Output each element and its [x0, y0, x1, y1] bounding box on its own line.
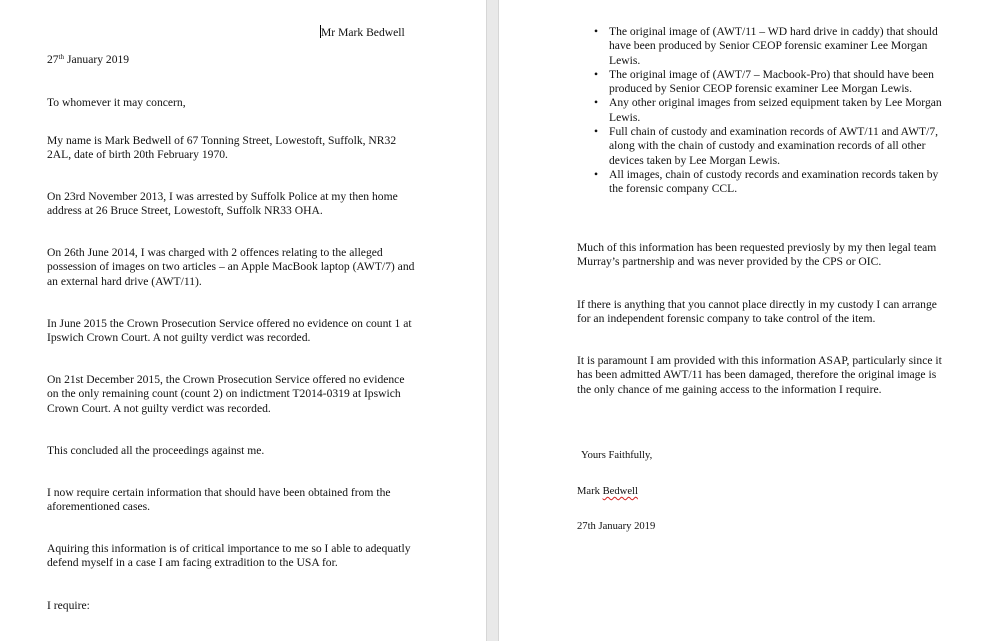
- paragraph-concluded: This concluded all the proceedings against me.: [47, 444, 265, 457]
- paragraph-count-1: In June 2015 the Crown Prosecution Service offered no evidence on count 1 at Ipswich Crown Court. A not guilty verdict was recorded.: [47, 317, 412, 345]
- paragraph-identity: My name is Mark Bedwell of 67 Tonning Street, Lowestoft, Suffolk, NR32 2AL, date of birth 20th February 1970.: [47, 134, 397, 162]
- list-item-text: Full chain of custody and examination records of AWT/11 and AWT/7, along with the chain of custody and examination records of all other devices taken by Lee Morgan Lewis.: [609, 125, 939, 167]
- letter-date-day: 27: [47, 53, 59, 66]
- list-item: [594, 67, 949, 97]
- list-item-text: The original image of (AWT/11 – WD hard drive in caddy) that should have been produced by Senior CEOP forensic examiner Lee Morgan Lewis.: [609, 25, 938, 67]
- right-page: [499, 0, 999, 641]
- page-gap-edge-left: [486, 0, 487, 641]
- list-item-text: Any other original images from seized equipment taken by Lee Morgan Lewis.: [609, 96, 942, 124]
- list-item: [594, 167, 949, 197]
- closing: Yours Faithfully,: [581, 450, 653, 461]
- list-item: [594, 125, 949, 168]
- paragraph-previously-requested: Much of this information has been requested previosly by my then legal team Murray’s partnership and was never provided by the CPS or OIC.: [577, 241, 937, 269]
- bullet-icon: •: [594, 125, 599, 139]
- list-item: [594, 25, 949, 68]
- sender-name: Mr Mark Bedwell: [321, 26, 405, 39]
- left-page: [0, 0, 486, 641]
- paragraph-arrest: On 23rd November 2013, I was arrested by Suffolk Police at my then home address at 26 Bruce Street, Lowestoft, Suffolk NR33 OHA.: [47, 190, 398, 218]
- list-item-text: All images, chain of custody records and examination records taken by the forensic company CCL.: [609, 167, 939, 196]
- sender-line: [320, 25, 405, 40]
- list-item: [594, 96, 949, 125]
- paragraph-count-2: On 21st December 2015, the Crown Prosecution Service offered no evidence on the only remaining count (count 2) on indictment T2014-0319 at Ipswich Crown Court. A not guilty verdict was recorded.: [47, 373, 405, 415]
- signature-last: Bedwell: [602, 486, 638, 497]
- signature: [577, 485, 638, 499]
- bullet-icon: •: [594, 67, 599, 81]
- paragraph-charged: On 26th June 2014, I was charged with 2 offences relating to the alleged possession of images on two articles – an Apple MacBook laptop (AWT/7) and an external hard drive (AWT/11).: [47, 246, 415, 288]
- letter-date-rest: January 2019: [66, 53, 130, 66]
- bullet-icon: •: [594, 167, 599, 181]
- paragraph-require-info: I now require certain information that should have been obtained from the aforementioned cases.: [47, 486, 391, 514]
- paragraph-paramount: It is paramount I am provided with this information ASAP, particularly since it has been admitted AWT/11 has been damaged, therefore the original image is the only chance of me gaining access to the information I require.: [577, 354, 942, 396]
- requirements-list: [594, 25, 949, 197]
- bullet-icon: •: [594, 96, 599, 110]
- bullet-icon: •: [594, 25, 599, 38]
- salutation: To whomever it may concern,: [47, 96, 186, 109]
- letter-date-suffix: th: [58, 53, 65, 61]
- signature-first: Mark: [577, 486, 600, 497]
- list-item-text: The original image of (AWT/7 – Macbook-Pro) that should have been produced by Senior CEOP forensic examiner Lee Morgan Lewis.: [609, 67, 934, 96]
- letter-date: [47, 53, 417, 67]
- paragraph-independent-forensic: If there is anything that you cannot place directly in my custody I can arrange for an independent forensic company to take control of the item.: [577, 298, 937, 326]
- paragraph-i-require: I require:: [47, 599, 90, 612]
- signature-date: 27th January 2019: [577, 521, 656, 532]
- paragraph-importance: Aquiring this information is of critical importance to me so I able to adequatly defend myself in a case I am facing extradition to the USA for.: [47, 542, 411, 570]
